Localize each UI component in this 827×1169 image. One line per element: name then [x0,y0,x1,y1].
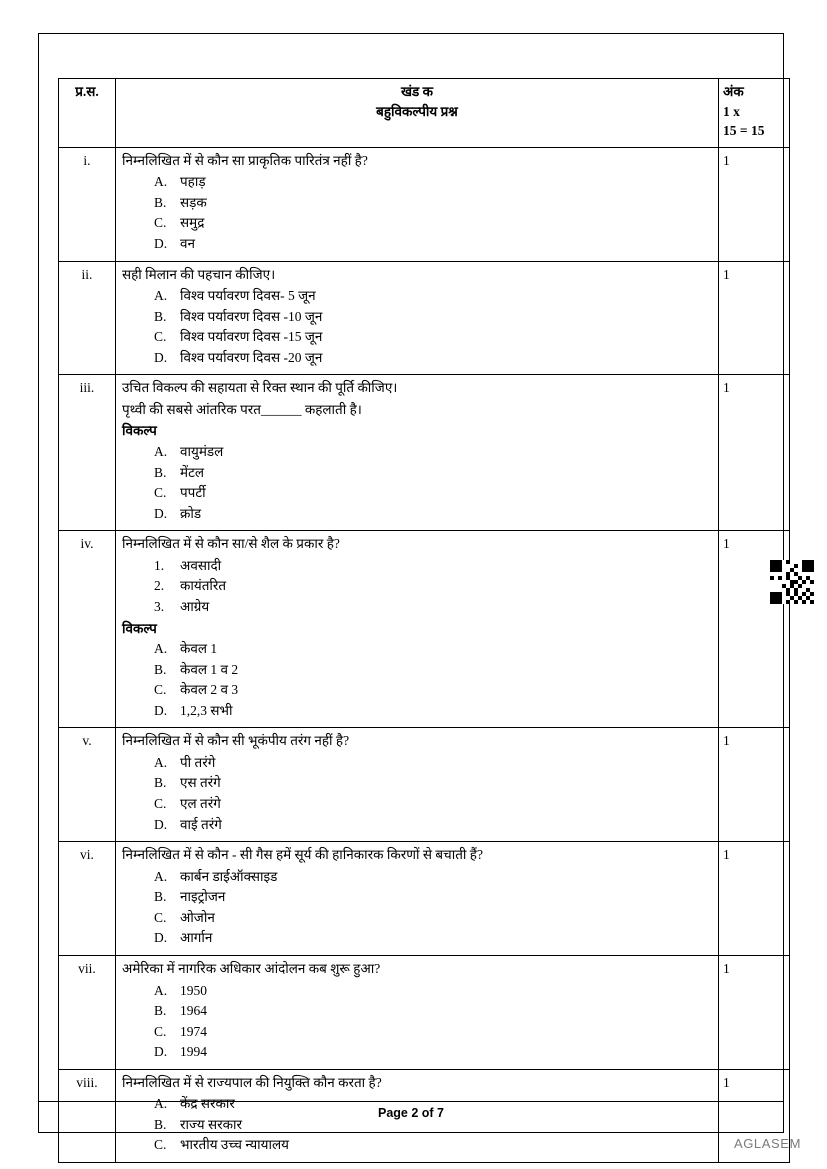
question-number: vii. [59,955,116,1069]
option-text: 1964 [180,1003,207,1019]
question-body [116,147,719,261]
option-text: भारतीय उच्च न्यायालय [180,1137,289,1153]
option-label: C. [154,909,167,925]
option-text: विश्व पर्यावरण दिवस -10 जून [180,308,323,324]
option-text: ओजोन [180,909,215,925]
question-stem: निम्नलिखित में से राज्यपाल की नियुक्ति कौन करता है? [122,1074,382,1090]
option-text: 1950 [180,982,207,998]
table-row [59,261,790,375]
statement-list [120,556,714,618]
option-label: C. [154,329,167,345]
option-item [154,867,714,888]
option-item [154,307,714,328]
option-text: केवल 2 व 3 [180,682,239,698]
option-text: केंद्र सरकार [180,1096,235,1112]
option-item [154,286,714,307]
questions-table [58,78,790,1163]
statement-item [154,597,714,618]
option-item [154,213,714,234]
option-item [154,1022,714,1043]
qr-code [770,560,814,604]
option-item [154,1001,714,1022]
option-label: C. [154,1137,167,1153]
option-label: A. [154,982,168,998]
section-subtitle: बहुविकल्पीय प्रश्न [376,103,458,119]
question-stem: निम्नलिखित में से कौन - सी गैस हमें सूर्य की हानिकारक किरणों से बचाती हैं? [122,847,483,863]
option-text: विश्व पर्यावरण दिवस- 5 जून [180,288,316,304]
option-label: A. [154,444,168,459]
marks-line3: 15 = 15 [723,123,765,139]
option-item [154,483,714,504]
question-marks: 1 [719,955,790,1069]
option-text: सड़क [180,194,207,210]
option-label: B. [154,1003,167,1019]
option-text: पी तरंगे [180,754,216,770]
question-stem: सही मिलान की पहचान कीजिए। [122,266,276,282]
option-label: A. [154,1096,168,1112]
option-text: वाई तरंगे [180,816,222,832]
table-header-row [59,79,790,148]
question-marks: 1 [719,147,790,261]
option-label: B. [154,889,167,905]
question-number: iv. [59,531,116,728]
option-label: D. [154,505,168,521]
option-text: विश्व पर्यावरण दिवस -15 जून [180,329,323,345]
option-text: मेंटल [180,464,205,480]
option-label: A. [154,174,168,190]
option-item [154,327,714,348]
statement-text: कायंतरित [180,578,227,594]
option-list [120,753,714,835]
option-text: नाइट्रोजन [180,889,226,905]
question-marks: 1 [719,261,790,375]
option-item [154,680,714,701]
header-qno: प्र.स. [59,79,116,148]
option-label: B. [154,308,167,324]
option-item [154,908,714,929]
option-label: D. [154,702,168,718]
brand-watermark: AGLASEM [733,1136,801,1151]
question-marks: 1 [719,531,790,728]
option-text: एस तरंगे [180,775,221,791]
option-item [154,1042,714,1063]
option-item [154,172,714,193]
option-label: B. [154,194,167,210]
option-text: क्रोड [180,505,202,521]
statement-text: अवसादी [180,557,222,573]
page-footer: Page 2 of 7 [378,1106,444,1120]
option-list [120,639,714,721]
option-text: समुद्र [180,215,205,231]
question-number: v. [59,728,116,842]
qr-code-image [770,560,814,604]
option-text: एल तरंगे [180,796,221,811]
option-list [120,981,714,1063]
option-item [154,701,714,722]
option-label: A. [154,754,168,770]
option-text: आर्गान [180,930,213,946]
question-marks: 1 [719,375,790,531]
table-row [59,147,790,261]
marks-line2: 1 x [723,103,740,119]
option-label: D. [154,1044,168,1060]
option-item [154,794,714,815]
option-item [154,1135,714,1156]
option-item [154,463,714,484]
question-body [116,842,719,956]
question-subtext: पृथ्वी की सबसे आंतरिक परत______ कहलाती है। [122,401,362,417]
statement-label: 1. [154,557,165,573]
option-label: A. [154,641,168,657]
question-marks: 1 [719,1069,790,1162]
option-item [154,348,714,369]
question-number: i. [59,147,116,261]
question-number: ii. [59,261,116,375]
options-heading: विकल्प [122,620,157,636]
statement-text: आग्रेय [180,598,210,614]
option-text: राज्य सरकार [180,1116,242,1132]
option-item [154,639,714,660]
footer-divider [38,1101,784,1102]
table-row [59,728,790,842]
question-body [116,261,719,375]
question-stem: निम्नलिखित में से कौन सा प्राकृतिक पारितंत्र नहीं है? [122,152,368,168]
question-paper-content [58,78,764,1163]
option-text: 1994 [180,1044,207,1060]
question-stem: उचित विकल्प की सहायता से रिक्त स्थान की पूर्ति कीजिए। [122,380,398,396]
option-label: C. [154,485,167,501]
option-label: D. [154,349,168,365]
statement-item [154,576,714,597]
question-number: vi. [59,842,116,956]
question-body [116,728,719,842]
options-heading: विकल्प [122,423,157,439]
table-row [59,955,790,1069]
table-row [59,842,790,956]
statement-label: 3. [154,598,165,614]
question-stem: निम्नलिखित में से कौन सी भूकंपीय तरंग नहीं है? [122,733,350,749]
option-item [154,234,714,255]
section-title: खंड क [400,84,433,99]
option-label: A. [154,868,168,884]
question-body [116,375,719,531]
option-text: वन [180,235,195,251]
option-text: वायुमंडल [180,444,224,459]
option-list [120,1094,714,1156]
option-label: C. [154,1023,167,1039]
option-text: केवल 1 [180,641,218,657]
option-label: C. [154,796,167,811]
question-marks: 1 [719,728,790,842]
option-list [120,172,714,254]
option-item [154,887,714,908]
option-label: D. [154,816,168,832]
marks-label: अंक [723,84,744,99]
question-body [116,531,719,728]
statement-item [154,556,714,577]
option-text: पहाड़ [180,174,206,190]
statement-label: 2. [154,578,165,594]
header-marks [719,79,790,148]
option-list [120,286,714,368]
option-label: B. [154,775,167,791]
option-item [154,981,714,1002]
option-item [154,660,714,681]
option-item [154,504,714,525]
questions-table-body [59,79,790,1163]
option-item [154,442,714,463]
option-text: 1,2,3 सभी [180,702,233,718]
question-number: iii. [59,375,116,531]
table-row [59,375,790,531]
option-label: B. [154,464,167,480]
option-item [154,815,714,836]
question-number: viii. [59,1069,116,1162]
option-text: 1974 [180,1023,207,1039]
table-row [59,531,790,728]
option-item [154,928,714,949]
question-stem: अमेरिका में नागरिक अधिकार आंदोलन कब शुरू हुआ? [122,960,381,976]
header-section [116,79,719,148]
option-list [120,867,714,949]
question-marks: 1 [719,842,790,956]
option-label: C. [154,682,167,698]
option-label: D. [154,930,168,946]
option-list [120,442,714,524]
option-item [154,193,714,214]
option-label: C. [154,215,167,231]
question-stem: निम्नलिखित में से कौन सा/से शैल के प्रकार है? [122,536,340,552]
option-label: B. [154,1116,167,1132]
option-item [154,753,714,774]
option-item [154,773,714,794]
option-text: विश्व पर्यावरण दिवस -20 जून [180,349,323,365]
option-label: B. [154,661,167,677]
question-body [116,955,719,1069]
option-text: पपर्टी [180,485,206,501]
option-text: केवल 1 व 2 [180,661,239,677]
option-label: A. [154,288,168,304]
option-label: D. [154,235,168,251]
option-text: कार्बन डाईऑक्साइड [180,868,278,884]
